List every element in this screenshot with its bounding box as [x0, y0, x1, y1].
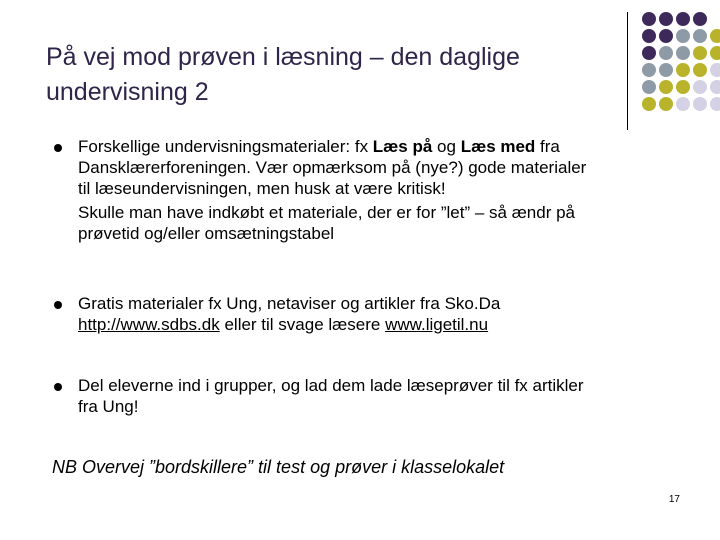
bullet-text: [78, 375, 688, 417]
bullet-1-line-3: til læseundervisningen, men husk at være kritisk!: [78, 179, 446, 198]
bullet-1-line-1: [78, 136, 688, 157]
bullet-1-line-2: Dansklærerforeningen. Vær opmærksom på (nye?) gode materialer: [78, 158, 587, 177]
decor-dot: [659, 80, 673, 94]
bold-title-laes-med: Læs med: [460, 137, 536, 156]
text-run: eller til svage læsere: [219, 315, 386, 334]
bullet-2-line-1: Gratis materialer fx Ung, netaviser og artikler fra Sko.Da: [78, 294, 501, 313]
decor-dot: [693, 63, 707, 77]
bullet-3-line-1: Del eleverne ind i grupper, og lad dem lade læseprøver til fx artikler: [78, 376, 584, 395]
decor-dot: [676, 12, 690, 26]
decor-dot: [710, 29, 720, 43]
slide-title: [46, 40, 636, 110]
bullet-text: [78, 136, 688, 244]
decor-dot: [642, 12, 656, 26]
slide-title-line-1: På vej mod prøven i læsning – den daglige: [46, 43, 520, 71]
decor-dot: [659, 63, 673, 77]
decor-dot: [710, 46, 720, 60]
decor-dot: [710, 97, 720, 111]
decor-dot: [693, 12, 707, 26]
bullet-3-line-2: fra Ung!: [78, 397, 139, 416]
decor-dot: [659, 12, 673, 26]
decor-dot: [676, 80, 690, 94]
decorative-dot-grid: [640, 12, 720, 122]
ligetil-link[interactable]: www.ligetil.nu: [385, 315, 489, 334]
decor-dot: [659, 46, 673, 60]
text-run: fra: [535, 137, 560, 156]
decor-dot: [693, 29, 707, 43]
decor-dot: [693, 46, 707, 60]
decor-dot: [710, 63, 720, 77]
decor-dot: [642, 29, 656, 43]
decor-dot: [676, 29, 690, 43]
bold-title-laes-paa: Læs på: [372, 137, 433, 156]
page-number: 17: [668, 494, 680, 505]
slide-title-line-2: undervisning 2: [46, 78, 209, 106]
text-run: og: [432, 137, 461, 156]
decor-dot: [676, 63, 690, 77]
bullet-1-line-5: prøvetid og/eller omsætningstabel: [78, 224, 335, 243]
bullet-2-line-2: [78, 314, 688, 335]
sdbs-link[interactable]: http://www.sdbs.dk: [78, 315, 220, 334]
decor-dot: [676, 97, 690, 111]
decor-dot: [659, 29, 673, 43]
decor-dot: [710, 80, 720, 94]
decor-dot: [693, 97, 707, 111]
bullet-text: [78, 293, 688, 335]
decor-dot: [676, 46, 690, 60]
decor-dot: [659, 97, 673, 111]
decor-dot: [642, 97, 656, 111]
bullet-dot: [54, 383, 62, 391]
bullet-dot: [54, 144, 62, 152]
text-run: Forskellige undervisningsmaterialer: fx: [78, 137, 373, 156]
decor-dot: [642, 80, 656, 94]
decor-dot: [693, 80, 707, 94]
bullet-1-line-4: Skulle man have indkøbt et materiale, der er for ”let” – så ændr på: [78, 203, 576, 222]
decor-dot: [642, 46, 656, 60]
decor-dot: [642, 63, 656, 77]
nb-note: NB Overvej ”bordskillere” til test og prøver i klasselokalet: [52, 457, 505, 477]
bullet-dot: [54, 301, 62, 309]
